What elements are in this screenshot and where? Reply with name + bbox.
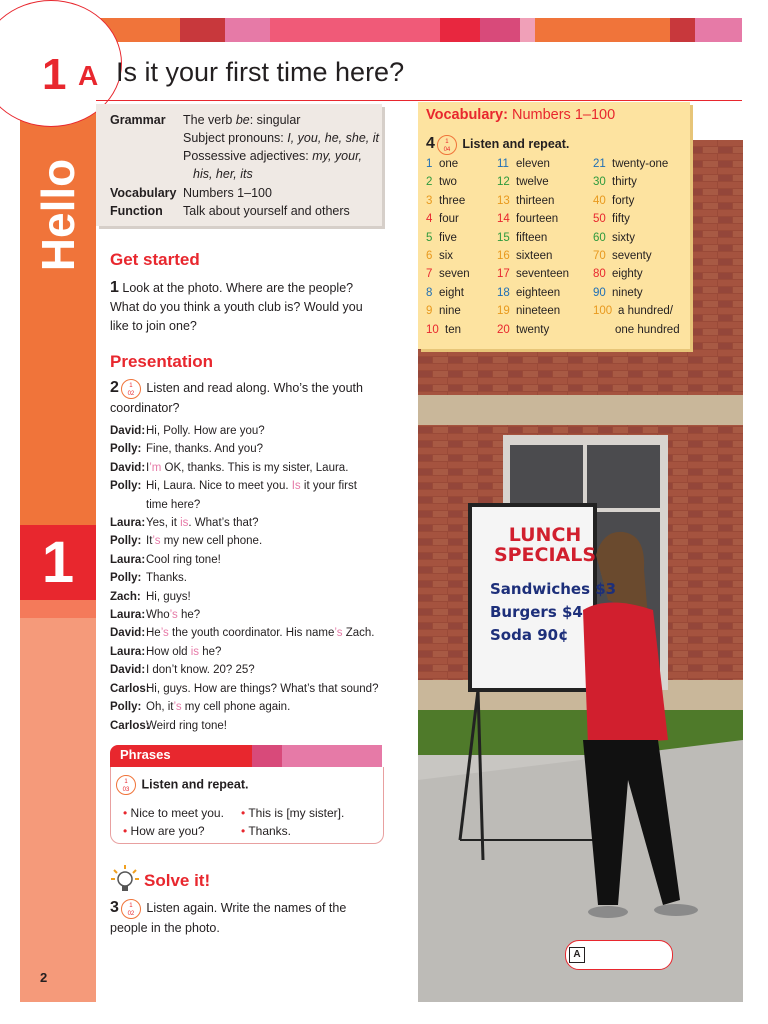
speaker-name: David: bbox=[110, 461, 146, 474]
number-item: 80 eighty bbox=[593, 268, 643, 281]
speaker-name: Zach: bbox=[110, 590, 141, 603]
presentation-heading: Presentation bbox=[110, 352, 213, 371]
phrase-item: • How are you? bbox=[123, 824, 205, 838]
phrases-instruction: 1 03 Listen and repeat. bbox=[114, 775, 248, 795]
presentation-instruction: 2 1 02 Listen and read along. Who’s the youth coordinator? bbox=[110, 379, 363, 415]
vocabulary-label: Vocabulary bbox=[110, 186, 177, 200]
vocabulary-instruction: 4 1 04 Listen and repeat. bbox=[426, 135, 570, 153]
dialogue-line: David:Hi, Polly. How are you? bbox=[110, 422, 378, 440]
dialogue-line: Polly: Thanks. bbox=[110, 569, 378, 587]
number-item: 13 thirteen bbox=[497, 194, 555, 207]
speaker-name: David: bbox=[110, 664, 146, 677]
dialogue-line: Zach: Hi, guys! bbox=[110, 588, 378, 606]
audio-icon[interactable]: 1 03 bbox=[116, 775, 136, 795]
speaker-name: Laura: bbox=[110, 609, 146, 622]
vocabulary-heading: Vocabulary: Numbers 1–100 bbox=[426, 107, 616, 123]
number-item: 20 twenty bbox=[497, 323, 550, 336]
phrases-heading: Phrases bbox=[120, 747, 171, 762]
photo-label-input[interactable]: A bbox=[565, 940, 673, 970]
speaker-name: Polly: bbox=[110, 701, 142, 714]
audio-icon[interactable]: 1 02 bbox=[121, 899, 141, 919]
dialogue-line: Laura:Yes, it is. What’s that? bbox=[110, 514, 378, 532]
number-item: 4 four bbox=[426, 213, 459, 226]
number-item: 3 three bbox=[426, 194, 466, 207]
number-item: 70 seventy bbox=[593, 250, 652, 263]
phrase-item: • Nice to meet you. bbox=[123, 806, 224, 820]
number-item: 9 nine bbox=[426, 305, 461, 318]
speaker-name: Polly: bbox=[110, 535, 142, 548]
number-item: 14 fourteen bbox=[497, 213, 559, 226]
function-text: Talk about yourself and others bbox=[183, 204, 350, 218]
grammar-text: his, her, its bbox=[193, 167, 253, 181]
grammar-label: Grammar bbox=[110, 113, 166, 127]
solve-it-heading: Solve it! bbox=[144, 871, 211, 890]
number-item: 15 fifteen bbox=[497, 231, 548, 244]
number-item: 10 ten bbox=[426, 323, 461, 336]
number-column bbox=[593, 155, 680, 339]
lesson-title: Is it your first time here? bbox=[116, 57, 405, 87]
dialogue-line: Carlos:Hi, guys. How are things? What’s that sound? bbox=[110, 680, 378, 698]
lightbulb-icon bbox=[110, 864, 140, 899]
dialogue-line: Laura:How old is he? bbox=[110, 643, 378, 661]
page-number: 2 bbox=[40, 970, 48, 985]
dialogue-line: Laura:Cool ring tone! bbox=[110, 551, 378, 569]
get-started-text: 1 Look at the photo. Where are the people? What do you think a youth club is? Would you like to join one? bbox=[110, 279, 363, 333]
speaker-name: Laura: bbox=[110, 553, 146, 566]
number-column bbox=[497, 155, 569, 339]
number-item: 6 six bbox=[426, 250, 454, 263]
speaker-name: David: bbox=[110, 627, 146, 640]
dialogue-line: Polly: Oh, it’s my cell phone again. bbox=[110, 698, 378, 716]
number-item: 50 fifty bbox=[593, 213, 630, 226]
speaker-name: David: bbox=[110, 425, 146, 437]
grammar-text: Possessive adjectives: my, your, bbox=[183, 149, 363, 163]
number-item: 11 eleven bbox=[497, 158, 550, 170]
sign-title: LUNCH SPECIALS bbox=[493, 524, 597, 566]
dialogue-line: David:He’s the youth coordinator. His name’s Zach. bbox=[110, 624, 378, 642]
number-item: 21 twenty-one bbox=[593, 158, 669, 170]
number-item: 8 eight bbox=[426, 286, 464, 299]
number-item: 100 a hundred/ bbox=[593, 305, 673, 318]
number-item: 19 nineteen bbox=[497, 305, 561, 318]
number-item: 2 two bbox=[426, 176, 457, 189]
speaker-name: Polly: bbox=[110, 443, 142, 456]
get-started-heading: Get started bbox=[110, 250, 200, 269]
audio-icon[interactable]: 1 04 bbox=[437, 135, 457, 155]
dialogue-line: Polly: Hi, Laura. Nice to meet you. Is it your first bbox=[110, 477, 378, 495]
top-color-stripe bbox=[20, 18, 742, 42]
number-item: 90 ninety bbox=[593, 286, 643, 299]
dialogue-line: time here? bbox=[146, 498, 201, 511]
number-item: 30 thirty bbox=[593, 176, 637, 189]
grammar-text: The verb be: singular bbox=[183, 113, 301, 127]
speaker-name: Polly: bbox=[110, 480, 142, 493]
number-item: 5 five bbox=[426, 231, 457, 244]
dialogue bbox=[110, 422, 378, 735]
audio-icon[interactable]: 1 02 bbox=[121, 379, 141, 399]
unit-number: 1 bbox=[41, 530, 75, 595]
number-item: 60 sixty bbox=[593, 231, 635, 244]
speaker-name: Laura: bbox=[110, 645, 146, 658]
phrase-item: • This is [my sister]. bbox=[241, 806, 344, 820]
number-column bbox=[426, 155, 470, 339]
number-item: 18 eighteen bbox=[497, 286, 561, 299]
solve-it-text: 3 1 02 Listen again. Write the names of the people in the photo. bbox=[110, 899, 347, 935]
speaker-name: Carlos: bbox=[110, 719, 150, 732]
dialogue-line: David:I don’t know. 20? 25? bbox=[110, 661, 378, 679]
sign-menu: Sandwiches $3 Burgers $4 Soda 90¢ bbox=[490, 580, 617, 644]
phrase-item: • Thanks. bbox=[241, 824, 291, 838]
grammar-text: Subject pronouns: I, you, he, she, it bbox=[183, 131, 379, 145]
dialogue-line: David:I’m OK, thanks. This is my sister, Laura. bbox=[110, 459, 378, 477]
number-item: 40 forty bbox=[593, 194, 635, 207]
number-item: 1 one bbox=[426, 158, 459, 170]
number-item: 17 seventeen bbox=[497, 268, 570, 281]
dialogue-line: Polly: Fine, thanks. And you? bbox=[110, 440, 378, 458]
unit-word: Hello bbox=[32, 158, 84, 272]
dialogue-line: Carlos:Weird ring tone! bbox=[110, 717, 378, 735]
title-divider bbox=[96, 100, 742, 101]
dialogue-line: Laura:Who’s he? bbox=[110, 606, 378, 624]
function-label: Function bbox=[110, 204, 163, 218]
dialogue-line: Polly: It’s my new cell phone. bbox=[110, 532, 378, 550]
vocabulary-text: Numbers 1–100 bbox=[183, 186, 272, 200]
speaker-name: Laura: bbox=[110, 517, 146, 530]
number-item: 16 sixteen bbox=[497, 250, 553, 263]
speaker-name: Carlos: bbox=[110, 682, 150, 695]
number-item: 7 seven bbox=[426, 268, 470, 281]
lesson-badge: 1 A bbox=[20, 20, 96, 100]
number-item: one hundred bbox=[615, 323, 680, 336]
speaker-name: Polly: bbox=[110, 572, 142, 585]
number-item: 12 twelve bbox=[497, 176, 549, 189]
